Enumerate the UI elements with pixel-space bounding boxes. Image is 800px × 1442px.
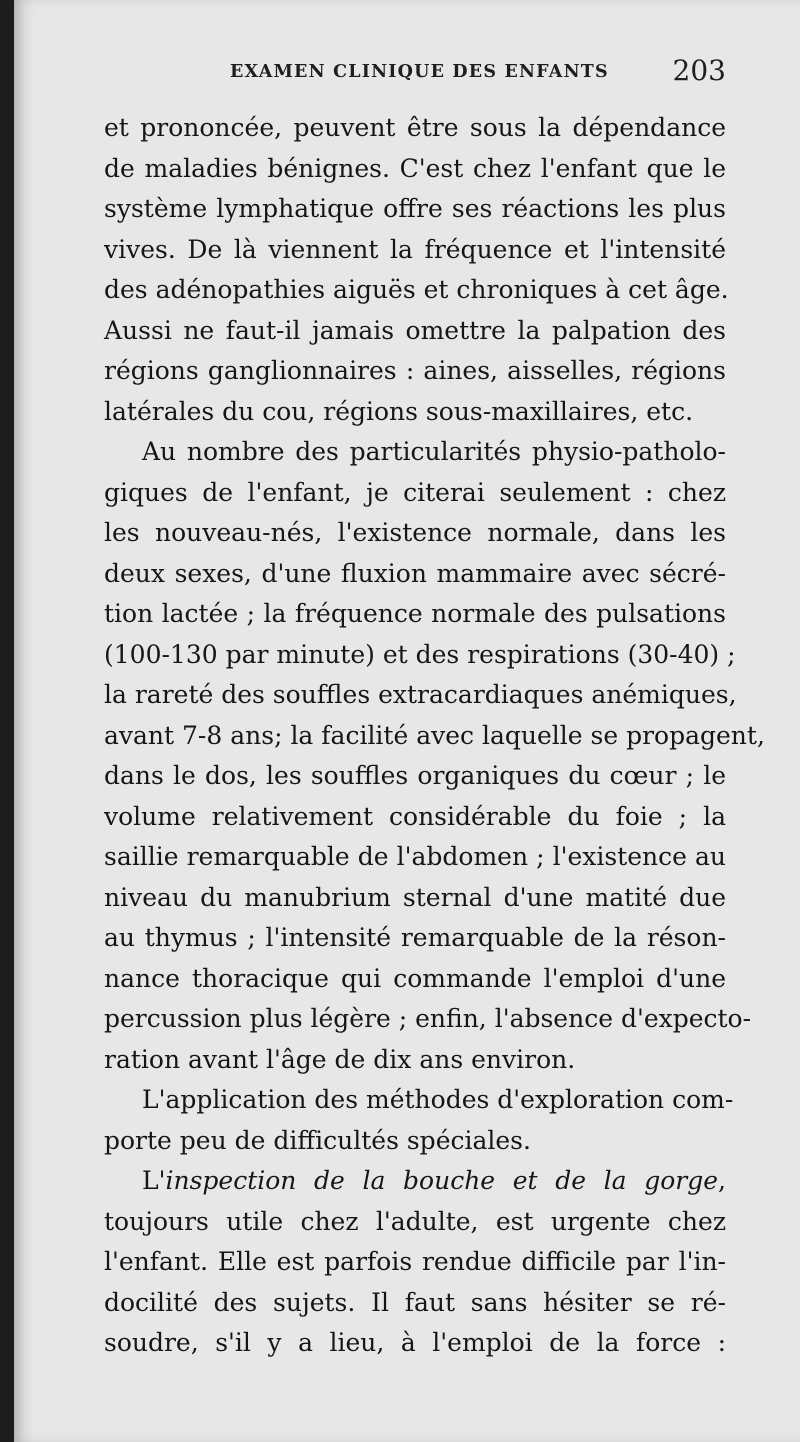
text-line: l'enfant. Elle est parfois rendue difficile par l'in- — [104, 1247, 726, 1276]
text-line: vives. De là viennent la fréquence et l'intensité — [104, 234, 726, 264]
text-line-italic — [104, 1161, 726, 1202]
text-line: régions ganglionnaires : aines, aisselles, régions — [104, 356, 726, 385]
italic-suffix: , — [718, 1166, 726, 1195]
book-page — [14, 0, 800, 1442]
text-line: niveau du manubrium sternal d'une matité due — [104, 882, 726, 912]
text-line: des adénopathies aiguës et chroniques à cet âge. — [104, 275, 729, 304]
text-line: la rareté des souffles extracardiaques anémiques, — [104, 680, 737, 709]
text-line: et prononcée, peuvent être sous la dépendance — [104, 113, 726, 142]
text-line: avant 7-8 ans; la facilité avec laquelle se propagent, — [104, 720, 765, 750]
text-line: les nouveau-nés, l'existence normale, dans les — [104, 518, 726, 547]
text-line: docilité des sujets. Il faut sans hésiter se ré- — [104, 1287, 726, 1317]
text-line: Aussi ne faut-il jamais omettre la palpation des — [104, 315, 726, 345]
body-text — [104, 108, 765, 1364]
text-line: (100-130 par minute) et des respirations (30-40) ; — [104, 639, 736, 669]
text-line: percussion plus légère ; enfin, l'absence d'expecto- — [104, 1004, 752, 1033]
text-line: saillie remarquable de l'abdomen ; l'existence au — [104, 842, 726, 871]
text-line: Au nombre des particularités physio-patholo- — [142, 437, 726, 466]
text-line: tion lactée ; la fréquence normale des pulsations — [104, 599, 726, 628]
text-line: soudre, s'il y a lieu, à l'emploi de la force : — [104, 1328, 726, 1357]
text-line: système lymphatique offre ses réactions les plus — [104, 194, 726, 223]
text-line: de maladies bénignes. C'est chez l'enfant que le — [104, 153, 726, 183]
text-line: toujours utile chez l'adulte, est urgente chez — [104, 1206, 726, 1236]
page-number: 203 — [672, 54, 726, 87]
running-title: EXAMEN CLINIQUE DES ENFANTS — [230, 62, 609, 82]
text-line: nance thoracique qui commande l'emploi d'une — [104, 963, 726, 993]
text-line: porte peu de difficultés spéciales. — [104, 1125, 531, 1155]
text-line: ration avant l'âge de dix ans environ. — [104, 1044, 576, 1074]
text-line: au thymus ; l'intensité remarquable de la réson- — [104, 923, 726, 952]
text-line: volume relativement considérable du foie ; la — [104, 801, 726, 831]
italic-prefix: L' — [142, 1166, 166, 1195]
italic-phrase: inspection de la bouche et de la gorge — [165, 1166, 719, 1195]
text-line: dans le dos, les souffles organiques du cœur ; le — [104, 761, 726, 790]
running-head — [14, 52, 800, 92]
text-line: latérales du cou, régions sous-maxillaires, etc. — [104, 396, 694, 426]
text-line: giques de l'enfant, je citerai seulement : chez — [104, 477, 726, 507]
text-line: L'application des méthodes d'exploration com- — [142, 1085, 734, 1114]
text-line: deux sexes, d'une fluxion mammaire avec sécré- — [104, 558, 726, 588]
